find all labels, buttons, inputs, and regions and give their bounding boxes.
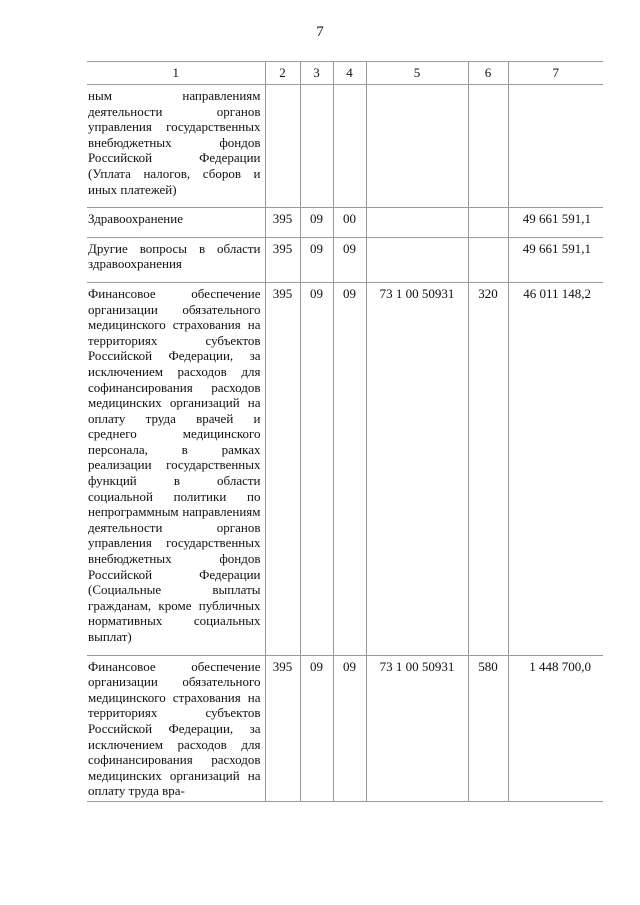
cell-amount: 1 448 700,0	[508, 655, 603, 801]
cell-amount: 46 011 148,2	[508, 282, 603, 646]
cell-vr	[468, 237, 508, 274]
cell-pr: 09	[333, 237, 366, 274]
table-header-row	[87, 62, 603, 85]
cell-csr	[366, 237, 468, 274]
cell-amount: 49 661 591,1	[508, 208, 603, 229]
cell-rz: 09	[300, 655, 333, 801]
table-row	[87, 282, 603, 646]
cell-rz	[300, 85, 333, 200]
column-header: 2	[265, 62, 300, 85]
expense-name: Здравоохранение	[87, 208, 265, 229]
table-row	[87, 237, 603, 274]
cell-rz: 09	[300, 282, 333, 646]
cell-gl	[265, 85, 300, 200]
column-header: 7	[508, 62, 603, 85]
table-row	[87, 85, 603, 200]
cell-vr	[468, 85, 508, 200]
column-header: 1	[87, 62, 265, 85]
cell-pr: 09	[333, 655, 366, 801]
expense-name: Финансовое обеспечение организации обязательного медицинского страхования на территориях субъектов Российской Федерации, за исключением расходов для софинансирования расходов медицинских организаций на оплату труда врачей и среднего медицинского персонала, в рамках реализации государственных функций в области социальной политики по непрограммным направлениям деятельности органов управления государственных внебюджетных фондов Российской Федерации (Социальные выплаты гражданам, кроме публичных нормативных социальных выплат)	[87, 282, 265, 646]
cell-pr: 00	[333, 208, 366, 229]
cell-rz: 09	[300, 208, 333, 229]
cell-gl: 395	[265, 208, 300, 229]
page-number: 7	[316, 24, 324, 40]
cell-gl: 395	[265, 655, 300, 801]
cell-gl: 395	[265, 237, 300, 274]
cell-rz: 09	[300, 237, 333, 274]
column-header: 6	[468, 62, 508, 85]
expense-name: Финансовое обеспечение организации обязательного медицинского страхования на территориях субъектов Российской Федерации, за исключением расходов для софинансирования расходов медицинских организаций на оплату труда вра-	[87, 655, 265, 801]
cell-vr: 320	[468, 282, 508, 646]
cell-amount	[508, 85, 603, 200]
cell-pr	[333, 85, 366, 200]
column-header: 3	[300, 62, 333, 85]
cell-vr	[468, 208, 508, 229]
expense-name: ным направлениям деятельности органов управления государственных внебюджетных фондов Российской Федерации (Уплата налогов, сборов и иных платежей)	[87, 85, 265, 200]
cell-pr: 09	[333, 282, 366, 646]
table-row	[87, 655, 603, 801]
table-row	[87, 208, 603, 229]
cell-vr: 580	[468, 655, 508, 801]
cell-amount: 49 661 591,1	[508, 237, 603, 274]
cell-csr: 73 1 00 50931	[366, 282, 468, 646]
expense-name: Другие вопросы в области здравоохранения	[87, 237, 265, 274]
column-header: 4	[333, 62, 366, 85]
cell-csr	[366, 85, 468, 200]
cell-csr	[366, 208, 468, 229]
cell-gl: 395	[265, 282, 300, 646]
cell-csr: 73 1 00 50931	[366, 655, 468, 801]
column-header: 5	[366, 62, 468, 85]
budget-table	[87, 61, 603, 802]
